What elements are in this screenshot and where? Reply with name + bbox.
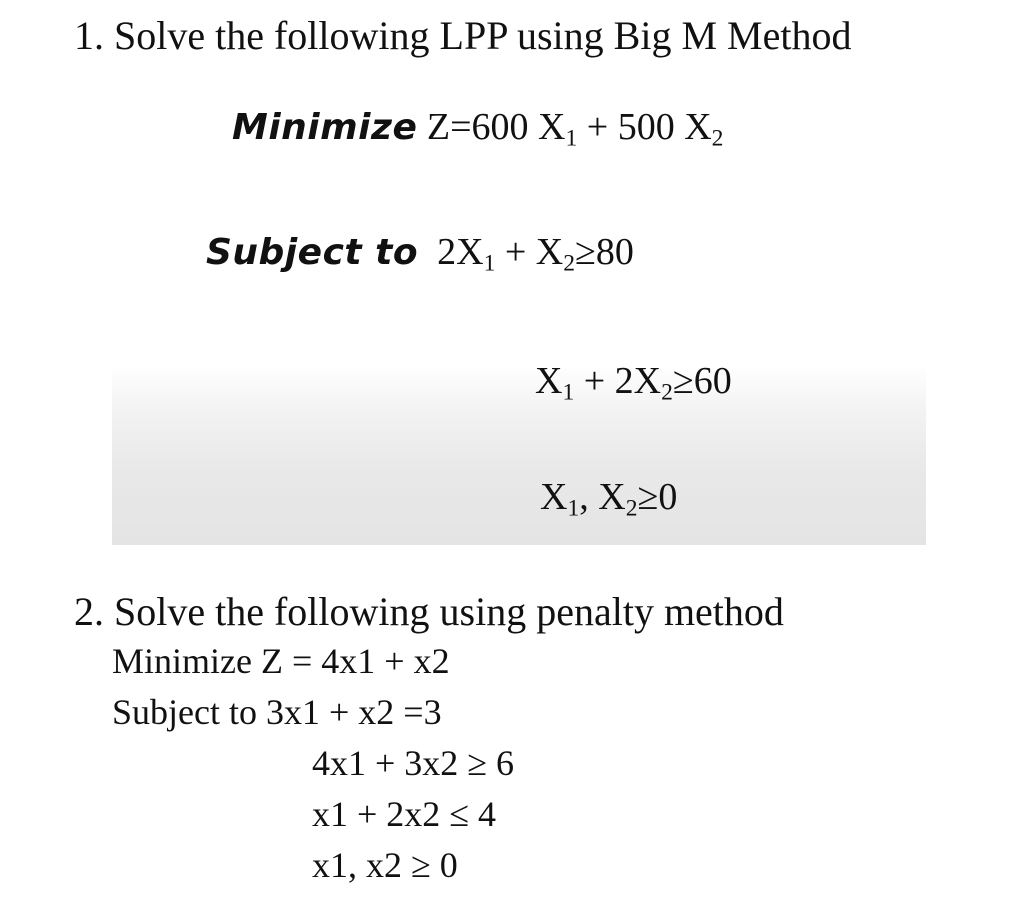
geq-sign: ≥ <box>575 231 596 273</box>
problem1-constraint1 <box>206 231 634 277</box>
problem1-nonnegativity <box>540 476 678 522</box>
var-x: X <box>598 476 626 518</box>
problem1-title: 1. Solve the following LPP using Big M Method <box>74 13 852 58</box>
minimize-label: Minimize <box>232 107 418 148</box>
geq-sign: ≥ <box>672 360 694 402</box>
equals-sign: = <box>450 106 472 148</box>
subscript-2: 2 <box>711 125 724 152</box>
comma-separator: , <box>579 476 599 518</box>
subscript-1: 1 <box>483 250 496 277</box>
subscript-1: 1 <box>565 125 578 152</box>
rhs-60: 60 <box>693 360 732 402</box>
problem2-constraint-equality: Subject to 3x1 + x2 =3 <box>112 692 442 732</box>
coef-2: 2 <box>437 231 457 273</box>
subscript-2: 2 <box>661 379 673 406</box>
plus-sign: + <box>586 106 609 148</box>
subscript-1: 1 <box>562 379 575 406</box>
problem2-title: 2. Solve the following using penalty method <box>74 589 784 634</box>
problem1-objective <box>232 106 724 152</box>
subscript-1: 1 <box>567 495 580 522</box>
var-x: X <box>456 231 484 273</box>
problem2-nonnegativity: x1, x2 ≥ 0 <box>312 845 458 885</box>
problem1-constraint2 <box>535 360 732 406</box>
var-x: X <box>684 106 712 148</box>
z-symbol: Z <box>426 106 451 148</box>
rhs-80: 80 <box>595 231 634 273</box>
subscript-2: 2 <box>563 250 576 277</box>
geq-sign: ≥ <box>637 476 659 518</box>
subject-to-label: Subject to <box>206 232 419 273</box>
plus-sign: + <box>504 231 527 273</box>
gray-background-band <box>112 365 926 545</box>
var-x: X <box>535 231 564 273</box>
coef-2: 2 <box>614 360 634 402</box>
plus-sign: + <box>583 360 606 402</box>
subscript-2: 2 <box>625 495 638 522</box>
rhs-0: 0 <box>658 476 678 518</box>
var-x: X <box>538 106 566 148</box>
coef-600: 600 <box>471 106 529 148</box>
problem2-constraint1: 4x1 + 3x2 ≥ 6 <box>312 743 515 783</box>
problem2-constraint2: x1 + 2x2 ≤ 4 <box>312 794 497 834</box>
coef-500: 500 <box>617 106 675 148</box>
var-x: X <box>540 476 568 518</box>
problem2-objective: Minimize Z = 4x1 + x2 <box>112 641 450 681</box>
var-x: X <box>633 360 662 402</box>
var-x: X <box>535 360 563 402</box>
